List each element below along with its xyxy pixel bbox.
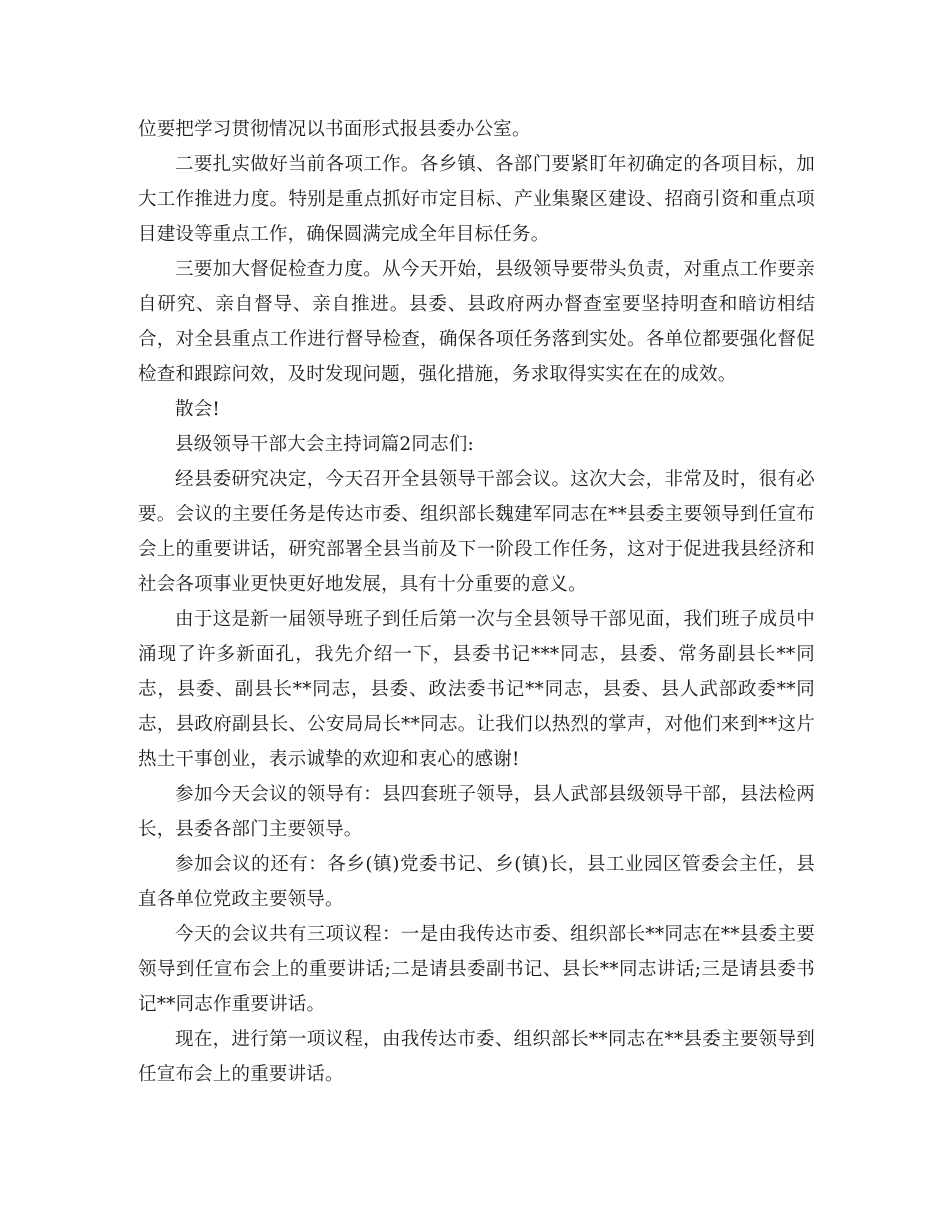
paragraph: 由于这是新一届领导班子到任后第一次与全县领导干部见面，我们班子成员中涌现了许多新面孔，我先介绍一下，县委书记***同志，县委、常务副县长**同志，县委、副县长**同志，县委、政法委书记**同志，县委、县人武部政委**同志，县政府副县长、公安局局长**同志。让我们以热烈的掌声，对他们来到**这片热土干事创业，表示诚挚的欢迎和衷心的感谢! — [138, 609, 815, 770]
paragraph: 三要加大督促检查力度。从今天开始，县级领导要带头负责，对重点工作要亲自研究、亲自督导、亲自推进。县委、县政府两办督查室要坚持明查和暗访相结合，对全县重点工作进行督导检查，确保各项任务落到实处。各单位都要强化督促检查和跟踪问效，及时发现问题，强化措施，务求取得实实在在的成效。 — [138, 259, 815, 385]
paragraph: 参加会议的还有：各乡(镇)党委书记、乡(镇)长，县工业园区管委会主任，县直各单位党政主要领导。 — [138, 854, 815, 910]
paragraph: 经县委研究决定，今天召开全县领导干部会议。这次大会，非常及时，很有必要。会议的主要任务是传达市委、组织部长魏建军同志在**县委主要领导到任宣布会上的重要讲话，研究部署全县当前及下一阶段工作任务，这对于促进我县经济和社会各项事业更快更好地发展，具有十分重要的意义。 — [138, 469, 815, 595]
paragraph: 二要扎实做好当前各项工作。各乡镇、各部门要紧盯年初确定的各项目标，加大工作推进力度。特别是重点抓好市定目标、产业集聚区建设、招商引资和重点项目建设等重点工作，确保圆满完成全年目标任务。 — [138, 154, 815, 245]
paragraph: 现在，进行第一项议程，由我传达市委、组织部长**同志在**县委主要领导到任宣布会上的重要讲话。 — [138, 1029, 815, 1085]
paragraph: 今天的会议共有三项议程：一是由我传达市委、组织部长**同志在**县委主要领导到任宣布会上的重要讲话;二是请县委副书记、县长**同志讲话;三是请县委书记**同志作重要讲话。 — [138, 924, 815, 1015]
paragraph-adjourn: 散会! — [175, 399, 221, 420]
paragraph-continuation: 位要把学习贯彻情况以书面形式报县委办公室。 — [138, 119, 531, 140]
paragraph: 参加今天会议的领导有：县四套班子领导，县人武部县级领导干部，县法检两长，县委各部门主要领导。 — [138, 784, 815, 840]
document-body — [138, 112, 815, 1092]
section-heading: 县级领导干部大会主持词篇2同志们: — [175, 434, 474, 455]
